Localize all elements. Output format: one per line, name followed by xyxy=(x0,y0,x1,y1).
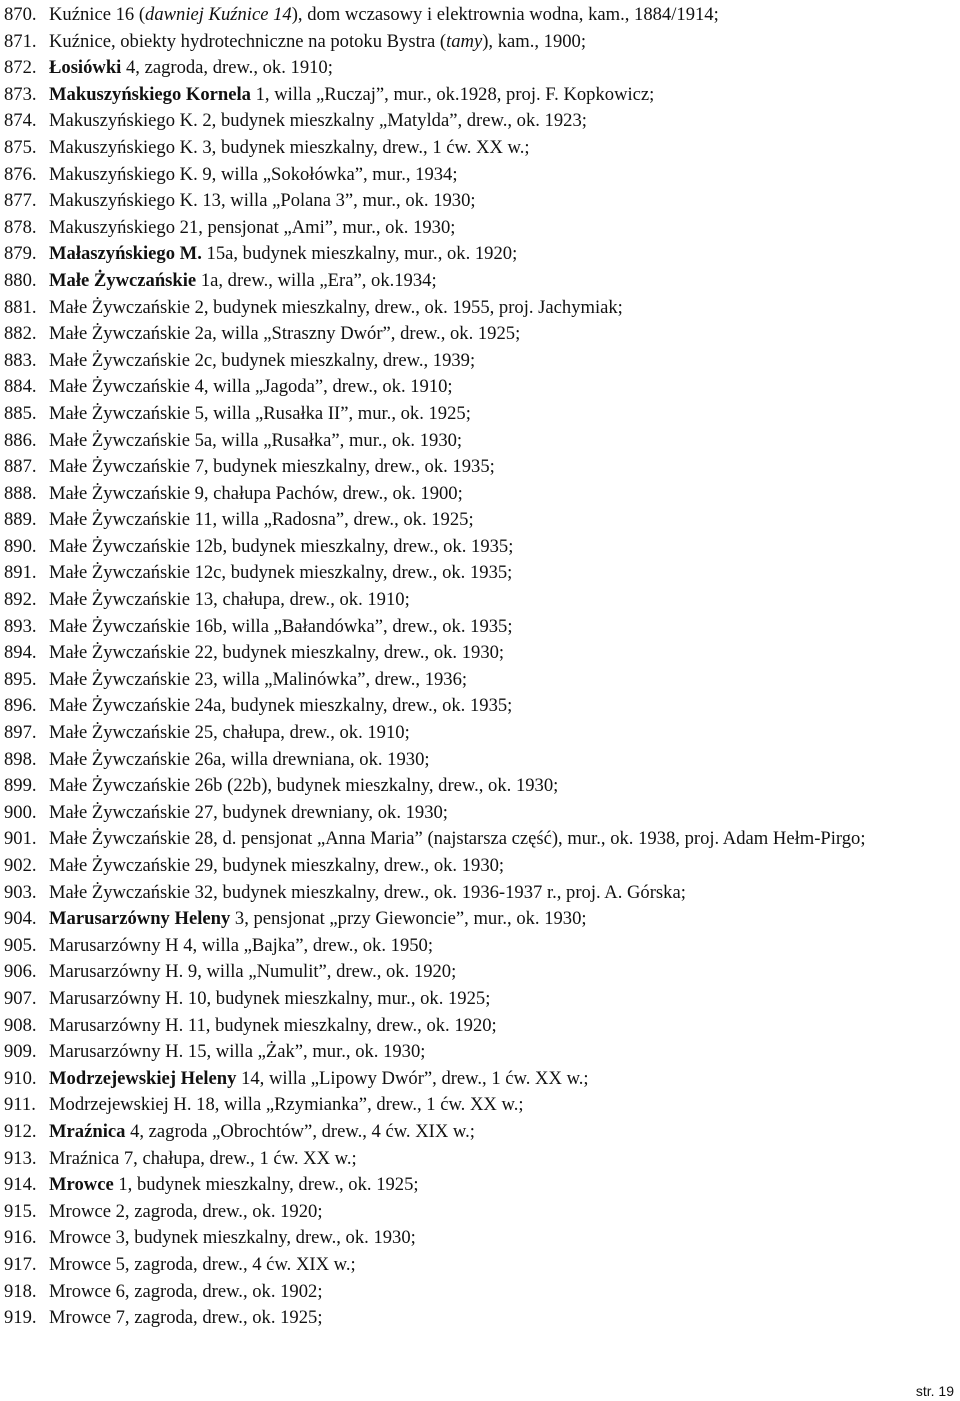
entry-text-part: Marusarzówny H. 10, budynek mieszkalny, mur., ok. 1925; xyxy=(49,987,491,1009)
entry-text-part: Małe Żywczańskie 12b, budynek mieszkalny, drew., ok. 1935; xyxy=(49,535,514,557)
entry-number: 910. xyxy=(4,1067,37,1089)
list-item xyxy=(4,268,958,295)
list-item xyxy=(4,428,958,455)
entry-text xyxy=(49,853,958,880)
entry-text xyxy=(49,1013,958,1040)
entry-number: 907. xyxy=(4,987,37,1009)
list-item xyxy=(4,1146,958,1173)
entry-number: 873. xyxy=(4,83,37,105)
entry-text-part: Kuźnice, obiekty hydrotechniczne na potoku Bystra ( xyxy=(49,30,447,52)
entry-text xyxy=(49,826,958,853)
list-item xyxy=(4,693,958,720)
entry-number: 895. xyxy=(4,668,37,690)
entry-text-part: Małe Żywczańskie 25, chałupa, drew., ok. 1910; xyxy=(49,722,410,744)
list-item xyxy=(4,82,958,109)
entry-text-part: Małe Żywczańskie 13, chałupa, drew., ok. 1910; xyxy=(49,589,410,611)
entry-number: 900. xyxy=(4,801,37,823)
entry-text xyxy=(49,720,958,747)
list-item xyxy=(4,933,958,960)
list-item xyxy=(4,614,958,641)
entry-number: 914. xyxy=(4,1174,37,1196)
entry-text-part: Mrowce 5, zagroda, drew., 4 ćw. XIX w.; xyxy=(49,1253,356,1275)
list-item xyxy=(4,188,958,215)
entry-text-part: Małe Żywczańskie 4, willa „Jagoda”, drew., ok. 1910; xyxy=(49,376,453,398)
street-name: Makuszyńskiego Kornela xyxy=(49,83,251,105)
entry-text xyxy=(49,1225,958,1252)
entry-number: 896. xyxy=(4,695,37,717)
entry-text xyxy=(49,481,958,508)
entry-text xyxy=(49,428,958,455)
entry-text xyxy=(49,108,958,135)
list-item xyxy=(4,481,958,508)
list-item xyxy=(4,667,958,694)
list-item xyxy=(4,640,958,667)
list-item xyxy=(4,853,958,880)
entry-text-part: Małe Żywczańskie 2c, budynek mieszkalny, drew., 1939; xyxy=(49,349,476,371)
entry-text-part: Marusarzówny H 4, willa „Bajka”, drew., ok. 1950; xyxy=(49,934,433,956)
entry-text-part: Małe Żywczańskie 22, budynek mieszkalny, drew., ok. 1930; xyxy=(49,642,505,664)
list-item xyxy=(4,826,958,853)
entry-text xyxy=(49,1066,958,1093)
list-item xyxy=(4,1199,958,1226)
entry-number: 899. xyxy=(4,775,37,797)
list-item xyxy=(4,374,958,401)
list-item xyxy=(4,215,958,242)
list-item xyxy=(4,1066,958,1093)
entry-number: 874. xyxy=(4,110,37,132)
entry-number: 891. xyxy=(4,562,37,584)
entry-text-part: Makuszyńskiego 21, pensjonat „Ami”, mur., ok. 1930; xyxy=(49,216,456,238)
entry-text xyxy=(49,321,958,348)
list-item xyxy=(4,108,958,135)
list-item xyxy=(4,454,958,481)
entry-text xyxy=(49,614,958,641)
entry-text-part: Małe Żywczańskie 26b (22b), budynek mieszkalny, drew., ok. 1930; xyxy=(49,775,559,797)
entry-text xyxy=(49,587,958,614)
entry-text xyxy=(49,667,958,694)
list-item xyxy=(4,1039,958,1066)
list-item xyxy=(4,507,958,534)
entry-text xyxy=(49,454,958,481)
entry-text-part: Małe Żywczańskie 2a, willa „Straszny Dwór”, drew., ok. 1925; xyxy=(49,323,521,345)
list-item xyxy=(4,321,958,348)
entry-text-part: Makuszyńskiego K. 13, willa „Polana 3”, mur., ok. 1930; xyxy=(49,190,476,212)
list-item xyxy=(4,986,958,1013)
entry-text xyxy=(49,2,958,29)
street-name: Mraźnica xyxy=(49,1120,126,1142)
entry-number: 889. xyxy=(4,509,37,531)
entry-text-part: Makuszyńskiego K. 9, willa „Sokołówka”, mur., 1934; xyxy=(49,163,458,185)
entry-number: 898. xyxy=(4,748,37,770)
entry-number: 881. xyxy=(4,296,37,318)
list-item xyxy=(4,1252,958,1279)
entry-text-part: Małe Żywczańskie 26a, willa drewniana, ok. 1930; xyxy=(49,748,430,770)
entry-text xyxy=(49,560,958,587)
entry-number: 875. xyxy=(4,136,37,158)
entry-text xyxy=(49,1092,958,1119)
entry-number: 911. xyxy=(4,1094,36,1116)
list-item xyxy=(4,162,958,189)
entry-text-part: Mrowce 3, budynek mieszkalny, drew., ok. 1930; xyxy=(49,1227,416,1249)
entry-text xyxy=(49,295,958,322)
entry-text xyxy=(49,1305,958,1332)
entry-number: 885. xyxy=(4,402,37,424)
entry-number: 893. xyxy=(4,615,37,637)
entry-number: 882. xyxy=(4,323,37,345)
entry-text xyxy=(49,959,958,986)
list-item xyxy=(4,560,958,587)
entry-text-part: Makuszyńskiego K. 3, budynek mieszkalny, drew., 1 ćw. XX w.; xyxy=(49,136,530,158)
list-item xyxy=(4,2,958,29)
entry-text-part: 14, willa „Lipowy Dwór”, drew., 1 ćw. XX w.; xyxy=(236,1067,589,1089)
entry-text-part: Mrowce 2, zagroda, drew., ok. 1920; xyxy=(49,1200,323,1222)
entry-number: 871. xyxy=(4,30,37,52)
entry-number: 919. xyxy=(4,1307,37,1329)
entry-text xyxy=(49,348,958,375)
street-name: Marusarzówny Heleny xyxy=(49,908,231,930)
entry-number: 890. xyxy=(4,535,37,557)
entry-number: 886. xyxy=(4,429,37,451)
entry-number: 901. xyxy=(4,828,37,850)
entry-text-part: 3, pensjonat „przy Giewoncie”, mur., ok. 1930; xyxy=(230,908,587,930)
entry-number: 892. xyxy=(4,589,37,611)
entry-text-part: Makuszyńskiego K. 2, budynek mieszkalny „Matylda”, drew., ok. 1923; xyxy=(49,110,587,132)
entry-number: 877. xyxy=(4,190,37,212)
entry-text-part: Małe Żywczańskie 9, chałupa Pachów, drew., ok. 1900; xyxy=(49,482,463,504)
entry-text-part: ), kam., 1900; xyxy=(482,30,587,52)
list-item xyxy=(4,959,958,986)
entry-number: 876. xyxy=(4,163,37,185)
entry-text xyxy=(49,1039,958,1066)
entry-number: 872. xyxy=(4,57,37,79)
entry-text-part: Marusarzówny H. 11, budynek mieszkalny, drew., ok. 1920; xyxy=(49,1014,497,1036)
entry-text xyxy=(49,906,958,933)
entry-text-part: 4, zagroda, drew., ok. 1910; xyxy=(121,57,333,79)
entry-number: 894. xyxy=(4,642,37,664)
street-name: Małe Żywczańskie xyxy=(49,269,197,291)
entry-text xyxy=(49,1252,958,1279)
entry-text xyxy=(49,29,958,56)
entry-text xyxy=(49,82,958,109)
entry-text xyxy=(49,401,958,428)
entry-number: 916. xyxy=(4,1227,37,1249)
entry-text xyxy=(49,693,958,720)
entry-number: 870. xyxy=(4,4,37,25)
entry-text-part: Małe Żywczańskie 24a, budynek mieszkalny, drew., ok. 1935; xyxy=(49,695,513,717)
entry-text-part: Małe Żywczańskie 11, willa „Radosna”, drew., ok. 1925; xyxy=(49,509,474,531)
entry-text xyxy=(49,1172,958,1199)
entry-text-part: Małe Żywczańskie 29, budynek mieszkalny, drew., ok. 1930; xyxy=(49,855,505,876)
entry-text-part: 4, zagroda „Obrochtów”, drew., 4 ćw. XIX w.; xyxy=(125,1120,475,1142)
list-item xyxy=(4,880,958,907)
list-item xyxy=(4,747,958,774)
entry-text xyxy=(49,162,958,189)
entry-number: 908. xyxy=(4,1014,37,1036)
list-item xyxy=(4,295,958,322)
entry-number: 913. xyxy=(4,1147,37,1169)
entry-text xyxy=(49,507,958,534)
entry-text-part: Małe Żywczańskie 16b, willa „Bałandówka”, drew., ok. 1935; xyxy=(49,615,513,637)
entry-number: 888. xyxy=(4,482,37,504)
entry-text xyxy=(49,773,958,800)
italic-note: tamy xyxy=(446,30,483,52)
entry-number: 915. xyxy=(4,1200,37,1222)
list-item xyxy=(4,1013,958,1040)
list-item xyxy=(4,241,958,268)
entry-number: 917. xyxy=(4,1253,37,1275)
entry-number: 902. xyxy=(4,855,37,876)
entry-number: 903. xyxy=(4,881,37,903)
list-item xyxy=(4,720,958,747)
entry-list xyxy=(4,2,958,1332)
entry-text-part: Małe Żywczańskie 28, d. pensjonat „Anna Maria” (najstarsza część), mur., ok. 1938, proj. Adam Hełm-Pirgo; xyxy=(49,828,866,850)
entry-text xyxy=(49,268,958,295)
entry-text-part: Małe Żywczańskie 12c, budynek mieszkalny, drew., ok. 1935; xyxy=(49,562,513,584)
list-item xyxy=(4,55,958,82)
entry-text-part: Małe Żywczańskie 5a, willa „Rusałka”, mur., ok. 1930; xyxy=(49,429,463,451)
entry-number: 912. xyxy=(4,1120,37,1142)
list-item xyxy=(4,534,958,561)
entry-text-part: 1, willa „Ruczaj”, mur., ok.1928, proj. F. Kopkowicz; xyxy=(250,83,655,105)
street-name: Modrzejewskiej Heleny xyxy=(49,1067,237,1089)
entry-text xyxy=(49,1199,958,1226)
entry-text-part: Małe Żywczańskie 32, budynek mieszkalny, drew., ok. 1936-1937 r., proj. A. Górska; xyxy=(49,881,686,903)
entry-text xyxy=(49,640,958,667)
entry-text xyxy=(49,747,958,774)
entry-text-part: ), dom wczasowy i elektrownia wodna, kam., 1884/1914; xyxy=(291,4,719,25)
entry-text-part: 1a, drew., willa „Era”, ok.1934; xyxy=(196,269,437,291)
entry-text xyxy=(49,1119,958,1146)
entry-number: 906. xyxy=(4,961,37,983)
street-name: Mrowce xyxy=(49,1174,114,1196)
entry-text xyxy=(49,534,958,561)
italic-note: dawniej Kuźnice 14 xyxy=(145,4,292,25)
list-item xyxy=(4,906,958,933)
entry-text xyxy=(49,986,958,1013)
entry-text xyxy=(49,880,958,907)
entry-number: 909. xyxy=(4,1041,37,1063)
entry-text xyxy=(49,1279,958,1306)
entry-text-part: Marusarzówny H. 9, willa „Numulit”, drew., ok. 1920; xyxy=(49,961,457,983)
entry-text-part: Małe Żywczańskie 27, budynek drewniany, ok. 1930; xyxy=(49,801,448,823)
street-name: Małaszyńskiego M. xyxy=(49,243,202,265)
entry-text xyxy=(49,374,958,401)
entry-number: 879. xyxy=(4,243,37,265)
entry-text-part: 15a, budynek mieszkalny, mur., ok. 1920; xyxy=(201,243,518,265)
entry-number: 904. xyxy=(4,908,37,930)
entry-text-part: Kuźnice 16 ( xyxy=(49,4,146,25)
entry-text xyxy=(49,1146,958,1173)
entry-text xyxy=(49,800,958,827)
entry-text-part: Małe Żywczańskie 23, willa „Malinówka”, drew., 1936; xyxy=(49,668,468,690)
list-item xyxy=(4,135,958,162)
list-item xyxy=(4,29,958,56)
entry-number: 905. xyxy=(4,934,37,956)
street-name: Łosiówki xyxy=(49,57,122,79)
entry-text-part: Mraźnica 7, chałupa, drew., 1 ćw. XX w.; xyxy=(49,1147,357,1169)
list-item xyxy=(4,1279,958,1306)
entry-number: 897. xyxy=(4,722,37,744)
entry-text-part: Marusarzówny H. 15, willa „Żak”, mur., ok. 1930; xyxy=(49,1041,426,1063)
entry-number: 883. xyxy=(4,349,37,371)
entry-number: 880. xyxy=(4,269,37,291)
list-item xyxy=(4,401,958,428)
entry-number: 918. xyxy=(4,1280,37,1302)
entry-text xyxy=(49,215,958,242)
entry-text-part: Małe Żywczańskie 5, willa „Rusałka II”, mur., ok. 1925; xyxy=(49,402,471,424)
entry-text-part: Małe Żywczańskie 2, budynek mieszkalny, drew., ok. 1955, proj. Jachymiak; xyxy=(49,296,623,318)
entry-text-part: Modrzejewskiej H. 18, willa „Rzymianka”, drew., 1 ćw. XX w.; xyxy=(49,1094,524,1116)
list-item xyxy=(4,1305,958,1332)
entry-text-part: Małe Żywczańskie 7, budynek mieszkalny, drew., ok. 1935; xyxy=(49,456,495,478)
list-item xyxy=(4,587,958,614)
page-number: str. 19 xyxy=(915,1383,954,1399)
entry-number: 878. xyxy=(4,216,37,238)
entry-text xyxy=(49,933,958,960)
list-item xyxy=(4,773,958,800)
entry-text-part: Mrowce 6, zagroda, drew., ok. 1902; xyxy=(49,1280,323,1302)
entry-text-part: 1, budynek mieszkalny, drew., ok. 1925; xyxy=(113,1174,419,1196)
entry-text xyxy=(49,135,958,162)
list-item xyxy=(4,1092,958,1119)
list-item xyxy=(4,800,958,827)
entry-text-part: Mrowce 7, zagroda, drew., ok. 1925; xyxy=(49,1307,323,1329)
entry-text xyxy=(49,55,958,82)
entry-number: 884. xyxy=(4,376,37,398)
list-item xyxy=(4,348,958,375)
entry-text xyxy=(49,188,958,215)
list-item xyxy=(4,1119,958,1146)
list-item xyxy=(4,1225,958,1252)
entry-text xyxy=(49,241,958,268)
entry-number: 887. xyxy=(4,456,37,478)
list-item xyxy=(4,1172,958,1199)
